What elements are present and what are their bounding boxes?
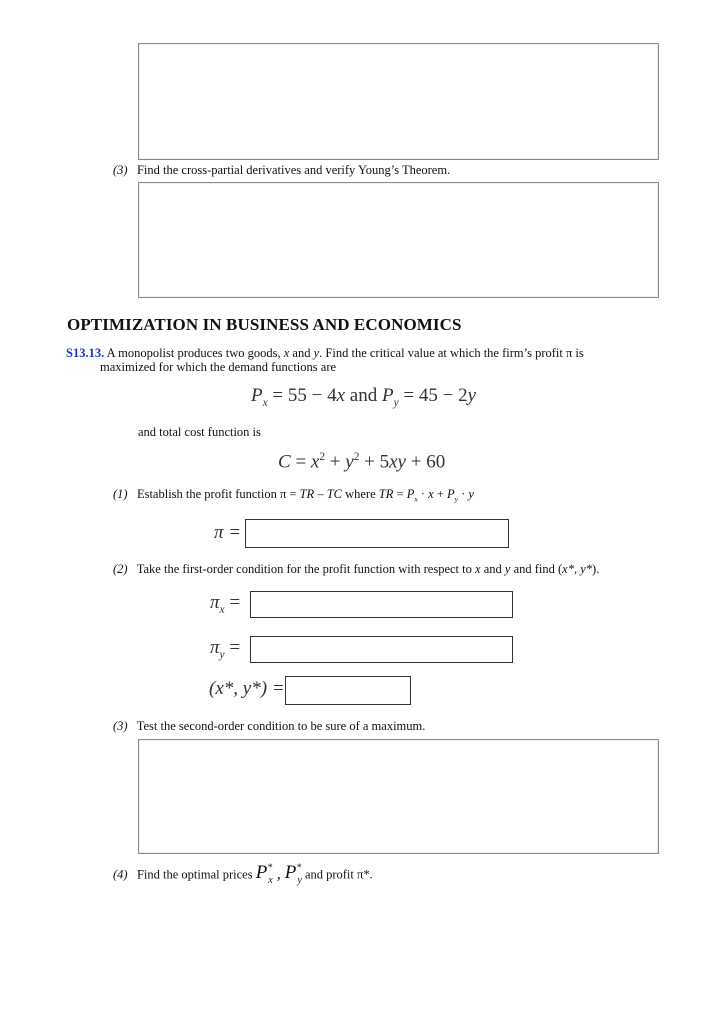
where: where	[341, 487, 379, 501]
tr2: TR	[378, 487, 394, 501]
px-sub: x	[414, 494, 418, 504]
profit-function-input[interactable]	[245, 519, 509, 548]
cost-eq: =	[290, 451, 311, 473]
problem-statement	[66, 346, 666, 374]
pi-symbol: π	[210, 637, 220, 658]
part-number: (2)	[113, 562, 128, 576]
p-symbol: P	[284, 862, 297, 884]
cost-function	[278, 451, 445, 473]
part2-text-b: and find (	[510, 562, 563, 576]
question-part1	[113, 487, 474, 507]
equals: =	[224, 637, 241, 658]
py-sub: y	[454, 494, 458, 504]
part1-text: Establish the profit function π =	[136, 487, 300, 501]
price-y-var: y	[467, 385, 477, 406]
answer-box-prev-part3[interactable]	[138, 182, 659, 298]
part-number: (3)	[113, 163, 128, 177]
tr: TR	[299, 487, 315, 501]
p-sub: y	[297, 875, 302, 887]
plus: +	[433, 487, 447, 501]
pi-x-label	[210, 592, 240, 616]
answer-box-prev-part2[interactable]	[138, 43, 659, 160]
dot1: ·	[417, 487, 429, 501]
cost-intro: and total cost function is	[138, 425, 261, 439]
answer-box-part3[interactable]	[138, 739, 659, 854]
question-prev-part3	[113, 163, 450, 178]
cost-x: x	[310, 451, 320, 473]
problem-line-1	[66, 346, 666, 360]
part-number: (1)	[113, 487, 128, 501]
demand-functions	[251, 385, 476, 409]
profit-label: π =	[214, 522, 242, 543]
y: y	[504, 562, 511, 576]
p-sub: x	[268, 875, 273, 887]
section-heading: OPTIMIZATION IN BUSINESS AND ECONOMICS	[67, 315, 462, 334]
price-x-rhs: = 55 − 4	[267, 385, 337, 406]
pi-symbol: π	[210, 592, 220, 613]
critical-point-input[interactable]	[285, 676, 411, 705]
question-text: Find the cross-partial derivatives and verify Young’s Theorem.	[136, 163, 451, 177]
cost-xy: xy	[389, 451, 406, 473]
p-sup: *	[296, 863, 302, 874]
pi-sub: x	[219, 603, 225, 616]
p-sup: *	[267, 863, 273, 874]
intro-text: A monopolist produces two goods,	[106, 346, 284, 360]
part3-text: Test the second-order condition to be sure of a maximum.	[136, 719, 426, 733]
pi-y-input[interactable]	[250, 636, 513, 663]
question-part3	[113, 719, 425, 734]
part-number: (4)	[113, 867, 128, 882]
cost-plus: +	[325, 451, 346, 473]
pi-sub: y	[219, 648, 225, 661]
cost-sq1: 2	[319, 451, 326, 463]
p-y-star	[284, 862, 302, 887]
x: x	[475, 562, 481, 576]
minus: –	[314, 487, 327, 501]
part4-text: Find the optimal prices	[136, 867, 256, 882]
py: P	[446, 487, 455, 501]
x-star: x*	[562, 562, 574, 576]
problem-id: S13.13.	[66, 346, 105, 360]
separator: ,	[272, 865, 285, 883]
part4-text-b: and profit π*.	[301, 867, 373, 882]
x: x	[428, 487, 434, 501]
price-y-symbol: P	[381, 385, 394, 406]
part2-text: Take the first-order condition for the profit function with respect to	[136, 562, 475, 576]
and-text: and	[289, 346, 314, 360]
p-x-star	[255, 862, 273, 887]
cost-symbol: C	[278, 451, 291, 473]
question-part2	[113, 562, 599, 577]
cost-rest: + 5	[359, 451, 390, 473]
intro-text-b: . Find the critical value at which the firm’s profit π is	[319, 346, 584, 360]
tc: TC	[326, 487, 342, 501]
demand-and: and	[345, 385, 382, 406]
price-x-var: x	[336, 385, 346, 406]
cost-y: y	[345, 451, 354, 473]
cost-end: + 60	[406, 451, 446, 473]
price-x-sub: x	[262, 396, 268, 409]
eq: =	[393, 487, 407, 501]
problem-line-2: maximized for which the demand functions are	[100, 360, 337, 374]
and: and	[480, 562, 505, 576]
price-y-sub: y	[393, 396, 399, 409]
part-number: (3)	[113, 719, 128, 733]
px: P	[406, 487, 415, 501]
price-x-symbol: P	[251, 385, 263, 406]
pi-y-label	[210, 637, 240, 661]
y-star: y*	[580, 562, 593, 576]
comma: ,	[573, 562, 581, 576]
y: y	[468, 487, 474, 501]
question-part4	[113, 860, 373, 890]
pi-x-input[interactable]	[250, 591, 513, 618]
part2-text-c: ).	[592, 562, 600, 576]
equals: =	[224, 592, 241, 613]
var-y: y	[313, 346, 320, 360]
critical-point-label: (x*, y*) =	[209, 678, 285, 699]
dot2: ·	[457, 487, 469, 501]
var-x: x	[283, 346, 290, 360]
p-symbol: P	[255, 862, 268, 884]
cost-sq2: 2	[353, 451, 360, 463]
price-y-rhs: = 45 − 2	[398, 385, 468, 406]
